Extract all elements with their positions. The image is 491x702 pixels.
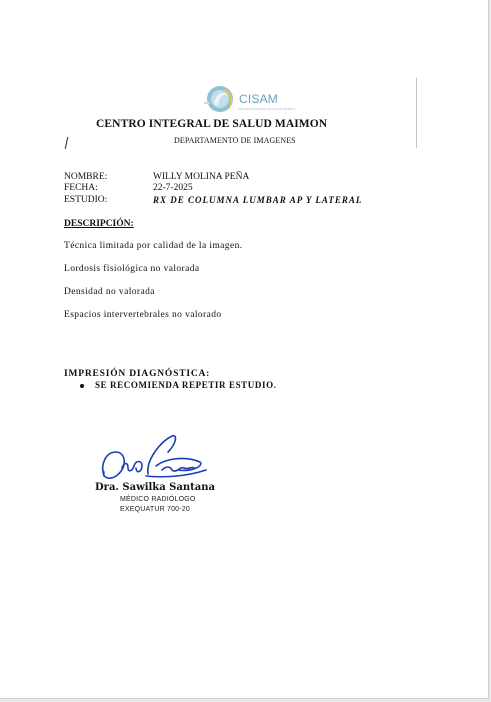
study-label: ESTUDIO: [64, 195, 108, 205]
logo-subtext: CENTRO INTEGRAL DE SALUD MAIMON [238, 107, 296, 111]
description-line: Técnica limitada por calidad de la imagen. [64, 241, 243, 251]
logo-text: CISAM [239, 92, 279, 106]
description-line: Densidad no valorada [64, 287, 155, 297]
text-cursor [65, 137, 69, 149]
name-value: WILLY MOLINA PEÑA [153, 172, 250, 182]
signer-role: MÉDICO RADIÓLOGO [120, 496, 196, 503]
date-label: FECHA: [64, 183, 98, 193]
impression-heading: IMPRESIÓN DIAGNÓSTICA: [64, 369, 211, 379]
date-value: 22-7-2025 [153, 183, 193, 193]
signer-exequatur: EXEQUATUR 700-20 [120, 506, 190, 513]
study-value: RX DE COLUMNA LUMBAR AP Y LATERAL [153, 195, 363, 205]
name-label: NOMBRE: [64, 172, 108, 182]
organization-title: CENTRO INTEGRAL DE SALUD MAIMON [96, 118, 328, 130]
impression-item-text: SE RECOMIENDA REPETIR ESTUDIO. [95, 380, 277, 390]
logo-emblem-icon [200, 82, 240, 116]
signer-name: Dra. Sawilka Santana [95, 482, 215, 493]
margin-marker [416, 78, 417, 148]
impression-list [80, 380, 277, 390]
handwritten-signature [96, 430, 210, 482]
bullet-icon [80, 384, 84, 388]
cisam-logo [200, 82, 296, 116]
impression-item [80, 380, 277, 390]
department-title: DEPARTAMENTO DE IMAGENES [174, 136, 296, 145]
description-heading: DESCRIPCIÓN: [64, 219, 134, 229]
description-line: Espacios intervertebrales no valorado [64, 310, 222, 320]
description-line: Lordosis fisiológica no valorada [64, 264, 200, 274]
